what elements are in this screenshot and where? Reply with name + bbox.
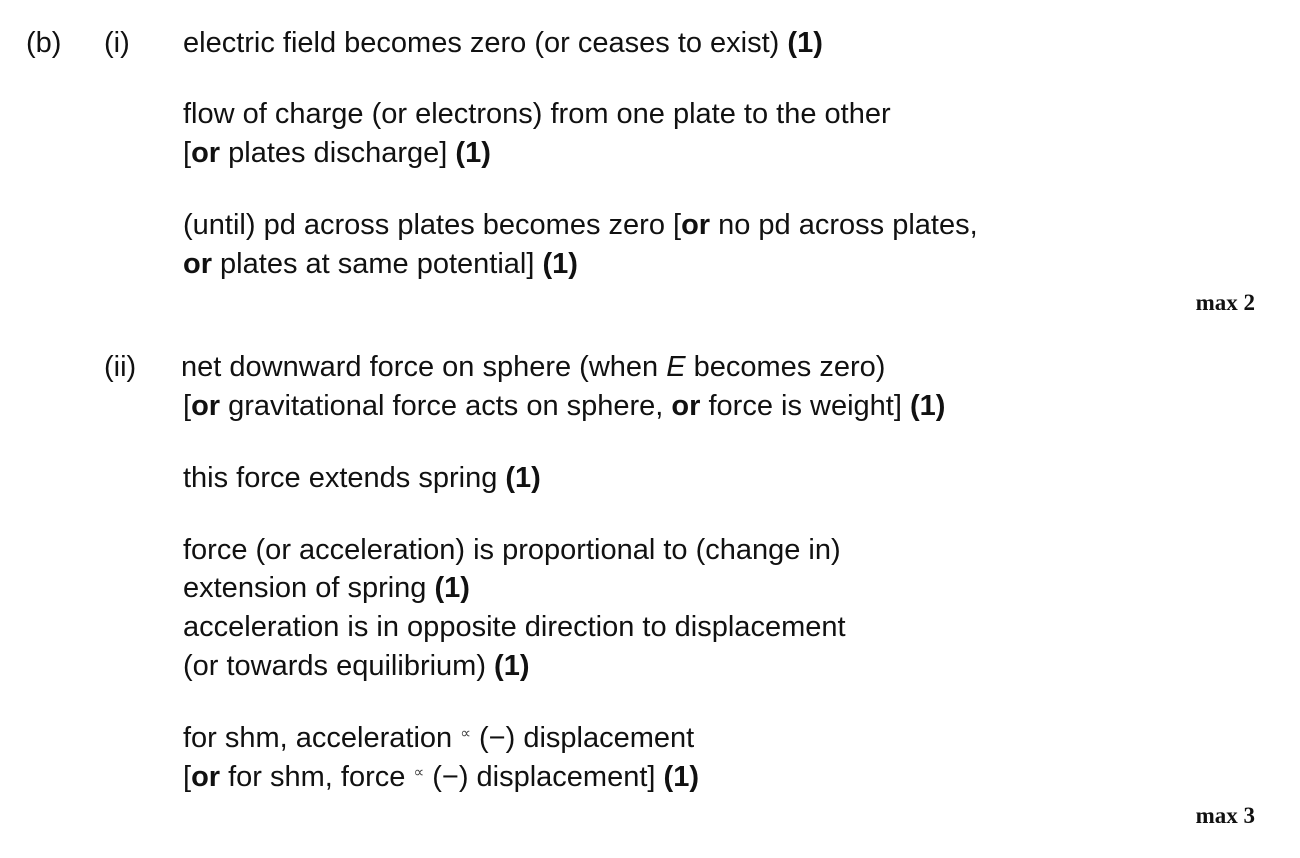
answer-line: [183, 721, 694, 760]
line-text: no pd across plates,: [710, 209, 978, 241]
line-text: acceleration is in opposite direction to displacement: [183, 611, 846, 643]
mark: (1): [909, 390, 946, 422]
mark: (1): [663, 761, 699, 793]
mark: (1): [455, 137, 491, 169]
mark: (1): [494, 650, 530, 682]
proportional-symbol: ∝: [460, 725, 471, 742]
line-text: plates discharge]: [220, 137, 456, 169]
line-text: (until) pd across plates becomes zero [: [183, 209, 682, 241]
subpart-label-ii: (ii): [104, 351, 137, 383]
line-text: plates at same potential]: [212, 248, 543, 280]
line-text: for shm, force: [220, 761, 414, 793]
line-text: net downward force on sphere (when: [181, 351, 667, 383]
line-text: extension of spring: [183, 572, 435, 604]
line-text: becomes zero): [685, 351, 886, 383]
max-marks-i: max 2: [1195, 290, 1255, 315]
line-text: [: [183, 137, 192, 169]
or-keyword: or: [681, 209, 711, 241]
answer-line: [183, 571, 470, 605]
line-text: [: [183, 761, 192, 793]
or-keyword: or: [191, 137, 221, 169]
line-text: (or towards equilibrium): [183, 650, 495, 682]
answer-line: [183, 461, 541, 495]
answer-line: [183, 136, 491, 170]
part-label: (b): [26, 27, 62, 59]
answer-line: [183, 649, 530, 683]
answer-line: [183, 610, 846, 644]
symbol-e: E: [666, 351, 686, 383]
answer-line: [183, 533, 841, 567]
or-keyword: or: [191, 761, 221, 793]
line-text: flow of charge (or electrons) from one plate to the other: [183, 98, 891, 130]
answer-line: [183, 208, 978, 242]
max-marks-ii: max 3: [1195, 803, 1255, 828]
line-text: [: [183, 390, 192, 422]
or-keyword: or: [183, 248, 212, 280]
answer-line: [183, 247, 578, 281]
line-text: force (or acceleration) is proportional to (change in): [183, 534, 841, 566]
proportional-symbol: ∝: [413, 764, 425, 781]
answer-line: [183, 26, 823, 60]
or-keyword: or: [671, 390, 701, 422]
line-text: force is weight]: [700, 390, 910, 422]
line-text: for shm, acceleration: [183, 722, 461, 754]
answer-line: [183, 760, 699, 799]
line-text: gravitational force acts on sphere,: [220, 390, 672, 422]
mark: (1): [542, 248, 578, 280]
answer-line: [183, 97, 891, 131]
line-text: electric field becomes zero (or ceases to exist): [183, 27, 788, 59]
mark: (1): [505, 462, 541, 494]
or-keyword: or: [191, 390, 221, 422]
mark: (1): [434, 572, 470, 604]
answer-line: [181, 350, 885, 384]
line-text: (−) displacement]: [424, 761, 664, 793]
mark: (1): [787, 27, 823, 59]
subpart-label-i: (i): [104, 27, 130, 59]
answer-line: [183, 389, 945, 423]
line-text: (−) displacement: [470, 722, 695, 754]
line-text: this force extends spring: [183, 462, 506, 494]
